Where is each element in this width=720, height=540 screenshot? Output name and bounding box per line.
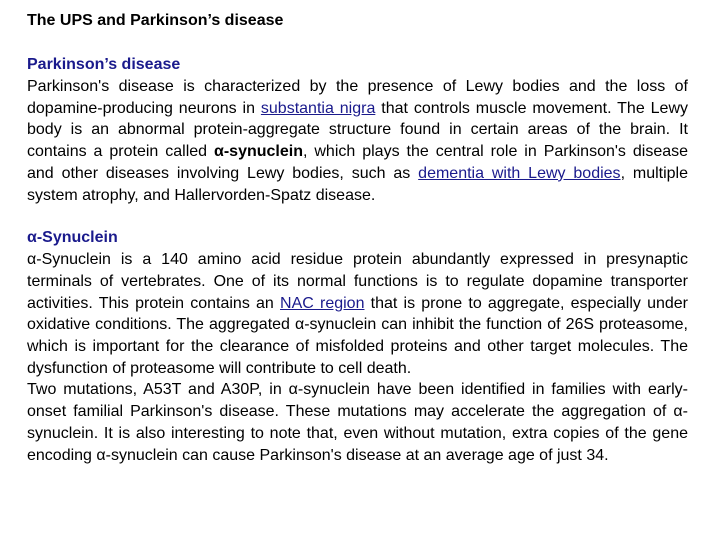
text-run: that controls muscle movement. The Lewy body is an abnormal protein-aggregate structure found in certain areas of the brain. It contains a protein called (27, 99, 689, 161)
section-heading-alpha-synuclein: α-Synuclein (27, 229, 118, 247)
page-title: The UPS and Parkinson’s disease (27, 12, 284, 29)
section-heading-parkinsons: Parkinson’s disease (27, 56, 181, 73)
link-substantia-nigra[interactable]: substantia nigra (260, 99, 376, 117)
link-nac-region[interactable]: NAC region (280, 294, 365, 312)
paragraph-mutations: Two mutations, A53T and A30P, in α-synuclein have been identified in families with early-onset familial Parkinson's disease. These mutations may accelerate the aggregation of α-synuclein. It is also interesting to note that, even without mutation, extra copies of the gene encoding α-synuclein can cause Parkinson's disease at an average age of just 34. (27, 381, 688, 464)
section-parkinsons (27, 54, 688, 206)
text-run: α-Synuclein is a 140 amino acid residue protein abundantly expressed in presynaptic terminals of vertebrates. One of its normal functions is to regulate dopamine transporter activities. This protein contains an (27, 251, 688, 312)
text-run: , which plays the central role in Parkinson's disease and other diseases involving Lewy bodies, such as (27, 143, 689, 182)
paragraph-parkinsons (27, 76, 688, 206)
paragraph-alpha-synuclein (27, 249, 688, 379)
text-run: that is prone to aggregate, especially under oxidative conditions. The aggregated α-synuclein can inhibit the function of 26S proteasome, which is important for the clearance of misfolded proteins and other target molecules. The dysfunction of proteasome will contribute to cell death. (27, 294, 689, 377)
text-run: Parkinson's disease is characterized by the presence of Lewy bodies and the loss of dopamine-producing neurons in (27, 78, 688, 117)
section-alpha-synuclein (27, 227, 688, 466)
term-alpha-synuclein: α-synuclein (214, 143, 303, 161)
link-dementia-lewy-bodies[interactable]: dementia with Lewy bodies (418, 164, 621, 182)
text-run: , multiple system atrophy, and Hallervorden-Spatz disease. (27, 164, 689, 204)
